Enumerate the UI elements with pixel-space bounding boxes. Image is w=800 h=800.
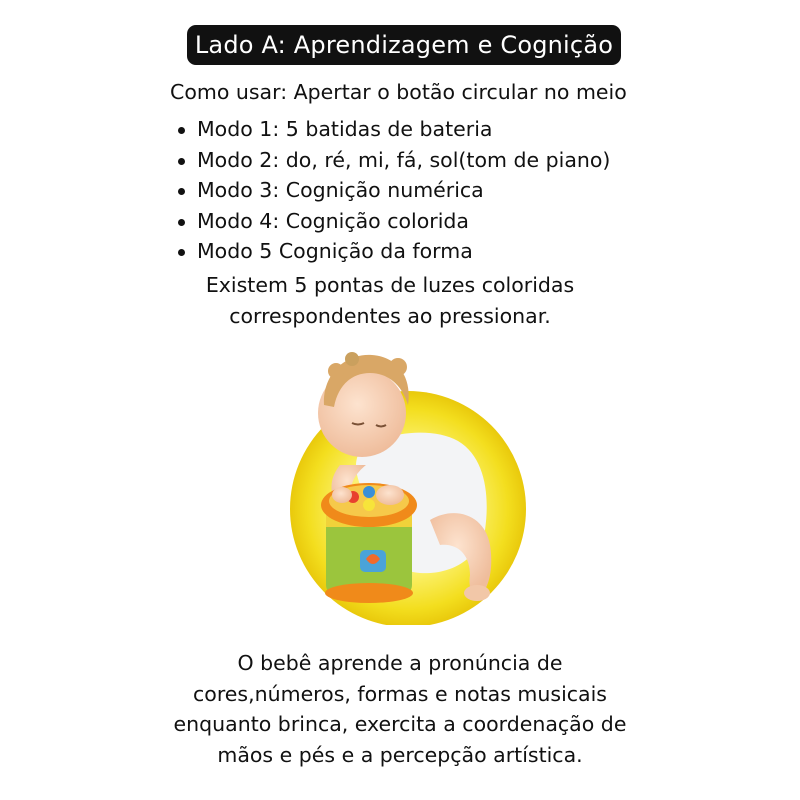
bullet-icon [178, 188, 185, 195]
list-item [178, 206, 610, 237]
list-item [178, 114, 610, 145]
mode-label: Modo 2: do, ré, mi, fá, sol(tom de piano) [197, 147, 611, 172]
title-text: Lado A: Aprendizagem e Cognição [194, 31, 614, 59]
description-line: cores,números, formas e notas musicais [193, 681, 607, 706]
description-line: mãos e pés e a percepção artística. [217, 742, 583, 767]
lights-line: Existem 5 pontas de luzes coloridas [205, 273, 575, 297]
description-line: O bebê aprende a pronúncia de [237, 651, 563, 675]
bullet-icon [178, 158, 185, 165]
modes-list [178, 114, 610, 267]
description-line: enquanto brinca, exercita a coordenação de [173, 712, 627, 736]
lights-description [140, 270, 640, 332]
list-item [178, 236, 610, 267]
list-item [178, 145, 610, 176]
usage-instruction: Como usar: Apertar o botão circular no meio [170, 80, 627, 104]
bullet-icon [178, 127, 185, 134]
bottom-description [120, 648, 680, 770]
baby-hand [376, 485, 404, 505]
baby-with-toy-illustration [280, 345, 540, 625]
mode-label: Modo 3: Cognição numérica [197, 178, 484, 202]
mode-label: Modo 5 Cognição da forma [197, 239, 473, 263]
mode-label: Modo 1: 5 batidas de bateria [197, 117, 493, 141]
list-item [178, 175, 610, 206]
mode-label: Modo 4: Cognição colorida [197, 208, 469, 233]
title-banner [187, 25, 621, 65]
bullet-icon [178, 219, 185, 226]
baby-hand [332, 487, 352, 503]
baby-foot [464, 585, 490, 601]
lights-line: correspondentes ao pressionar. [229, 304, 551, 328]
bullet-icon [178, 249, 185, 256]
